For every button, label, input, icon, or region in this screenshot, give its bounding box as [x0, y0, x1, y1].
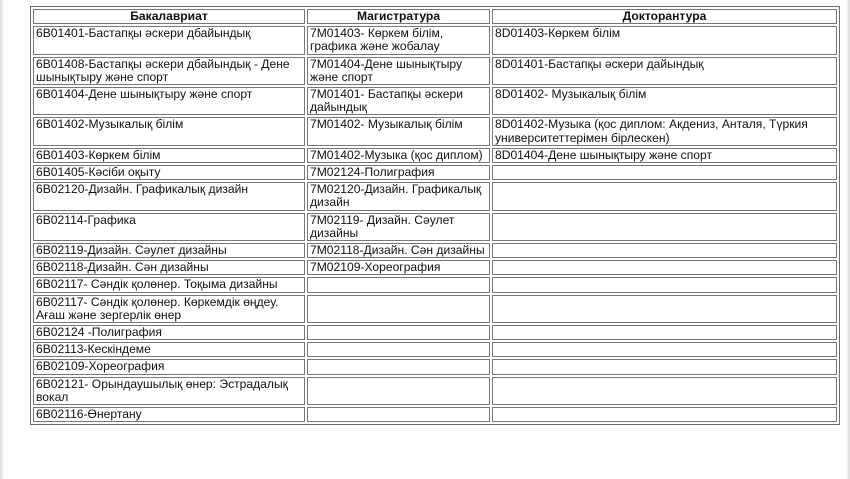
cell-doctorate: [492, 377, 837, 405]
cell-doctorate: [492, 325, 837, 340]
cell-master: [307, 359, 490, 374]
cell-bachelor: 6B02116-Өнертану: [33, 407, 305, 422]
cell-doctorate: [492, 295, 837, 323]
table-row: [33, 260, 837, 275]
table-row: [33, 407, 837, 422]
cell-master: 7M01402- Музыкалық білім: [307, 117, 490, 145]
programs-table: [30, 6, 840, 425]
table-row: [33, 325, 837, 340]
cell-doctorate: [492, 165, 837, 180]
cell-doctorate: [492, 260, 837, 275]
cell-bachelor: 6B01401-Бастапқы әскери дбайындық: [33, 26, 305, 54]
table-row: [33, 342, 837, 357]
cell-bachelor: 6B01408-Бастапқы әскери дбайындық - Дене шынықтыру және спорт: [33, 57, 305, 85]
cell-bachelor: 6B02117- Сәндік қолөнер. Көркемдік өңдеу. Ағаш және зергерлік өнер: [33, 295, 305, 323]
table-row: [33, 148, 837, 163]
cell-bachelor: 6B01403-Көркем білім: [33, 148, 305, 163]
cell-master: 7M02120-Дизайн. Графикалық дизайн: [307, 182, 490, 210]
table-row: [33, 165, 837, 180]
table-row: [33, 295, 837, 323]
table-row: [33, 213, 837, 241]
header-row: [33, 9, 837, 24]
cell-doctorate: 8D01403-Көркем білім: [492, 26, 837, 54]
cell-bachelor: 6B02119-Дизайн. Сәулет дизайны: [33, 243, 305, 258]
cell-bachelor: 6B02113-Кескіндеме: [33, 342, 305, 357]
cell-doctorate: 8D01404-Дене шынықтыру және спорт: [492, 148, 837, 163]
cell-master: 7M02109-Хореография: [307, 260, 490, 275]
cell-bachelor: 6B02124 -Полиграфия: [33, 325, 305, 340]
cell-master: [307, 325, 490, 340]
cell-doctorate: [492, 359, 837, 374]
cell-bachelor: 6B02114-Графика: [33, 213, 305, 241]
cell-master: 7M02124-Полиграфия: [307, 165, 490, 180]
table-row: [33, 277, 837, 292]
cell-master: 7M02118-Дизайн. Сән дизайны: [307, 243, 490, 258]
cell-bachelor: 6B02121- Орындаушылық өнер: Эстрадалық вокал: [33, 377, 305, 405]
table-row: [33, 117, 837, 145]
cell-bachelor: 6B02117- Сәндік қолөнер. Тоқыма дизайны: [33, 277, 305, 292]
table-row: [33, 87, 837, 115]
cell-bachelor: 6B01402-Музыкалық білім: [33, 117, 305, 145]
cell-doctorate: [492, 407, 837, 422]
header-bachelor: Бакалавриат: [33, 9, 305, 24]
cell-master: [307, 342, 490, 357]
right-shadow: [846, 0, 850, 479]
cell-bachelor: 6B01404-Дене шынықтыру және спорт: [33, 87, 305, 115]
header-master: Магистратура: [307, 9, 490, 24]
cell-master: 7M01402-Музыка (қос диплом): [307, 148, 490, 163]
left-shadow: [0, 0, 4, 479]
cell-bachelor: 6B02118-Дизайн. Сән дизайны: [33, 260, 305, 275]
table-row: [33, 359, 837, 374]
cell-bachelor: 6B02120-Дизайн. Графикалық дизайн: [33, 182, 305, 210]
cell-doctorate: [492, 182, 837, 210]
cell-master: [307, 377, 490, 405]
cell-bachelor: 6B01405-Кәсіби оқыту: [33, 165, 305, 180]
cell-doctorate: [492, 342, 837, 357]
cell-master: [307, 407, 490, 422]
cell-doctorate: [492, 213, 837, 241]
cell-doctorate: [492, 243, 837, 258]
cell-bachelor: 6B02109-Хореография: [33, 359, 305, 374]
table-row: [33, 377, 837, 405]
table-row: [33, 182, 837, 210]
cell-doctorate: 8D01402-Музыка (қос диплом: Акдениз, Анталя, Түркия университеттерімен бірлескен): [492, 117, 837, 145]
table-row: [33, 26, 837, 54]
cell-doctorate: 8D01402- Музыкалық білім: [492, 87, 837, 115]
cell-doctorate: 8D01401-Бастапқы әскери дайындық: [492, 57, 837, 85]
cell-master: [307, 295, 490, 323]
cell-master: 7M01403- Көркем білім, графика және жобалау: [307, 26, 490, 54]
cell-master: 7M01401- Бастапқы әскери дайындық: [307, 87, 490, 115]
cell-master: 7M01404-Дене шынықтыру және спорт: [307, 57, 490, 85]
table-row: [33, 57, 837, 85]
cell-master: [307, 277, 490, 292]
table-row: [33, 243, 837, 258]
cell-doctorate: [492, 277, 837, 292]
header-doctorate: Докторантура: [492, 9, 837, 24]
cell-master: 7M02119- Дизайн. Сәулет дизайны: [307, 213, 490, 241]
